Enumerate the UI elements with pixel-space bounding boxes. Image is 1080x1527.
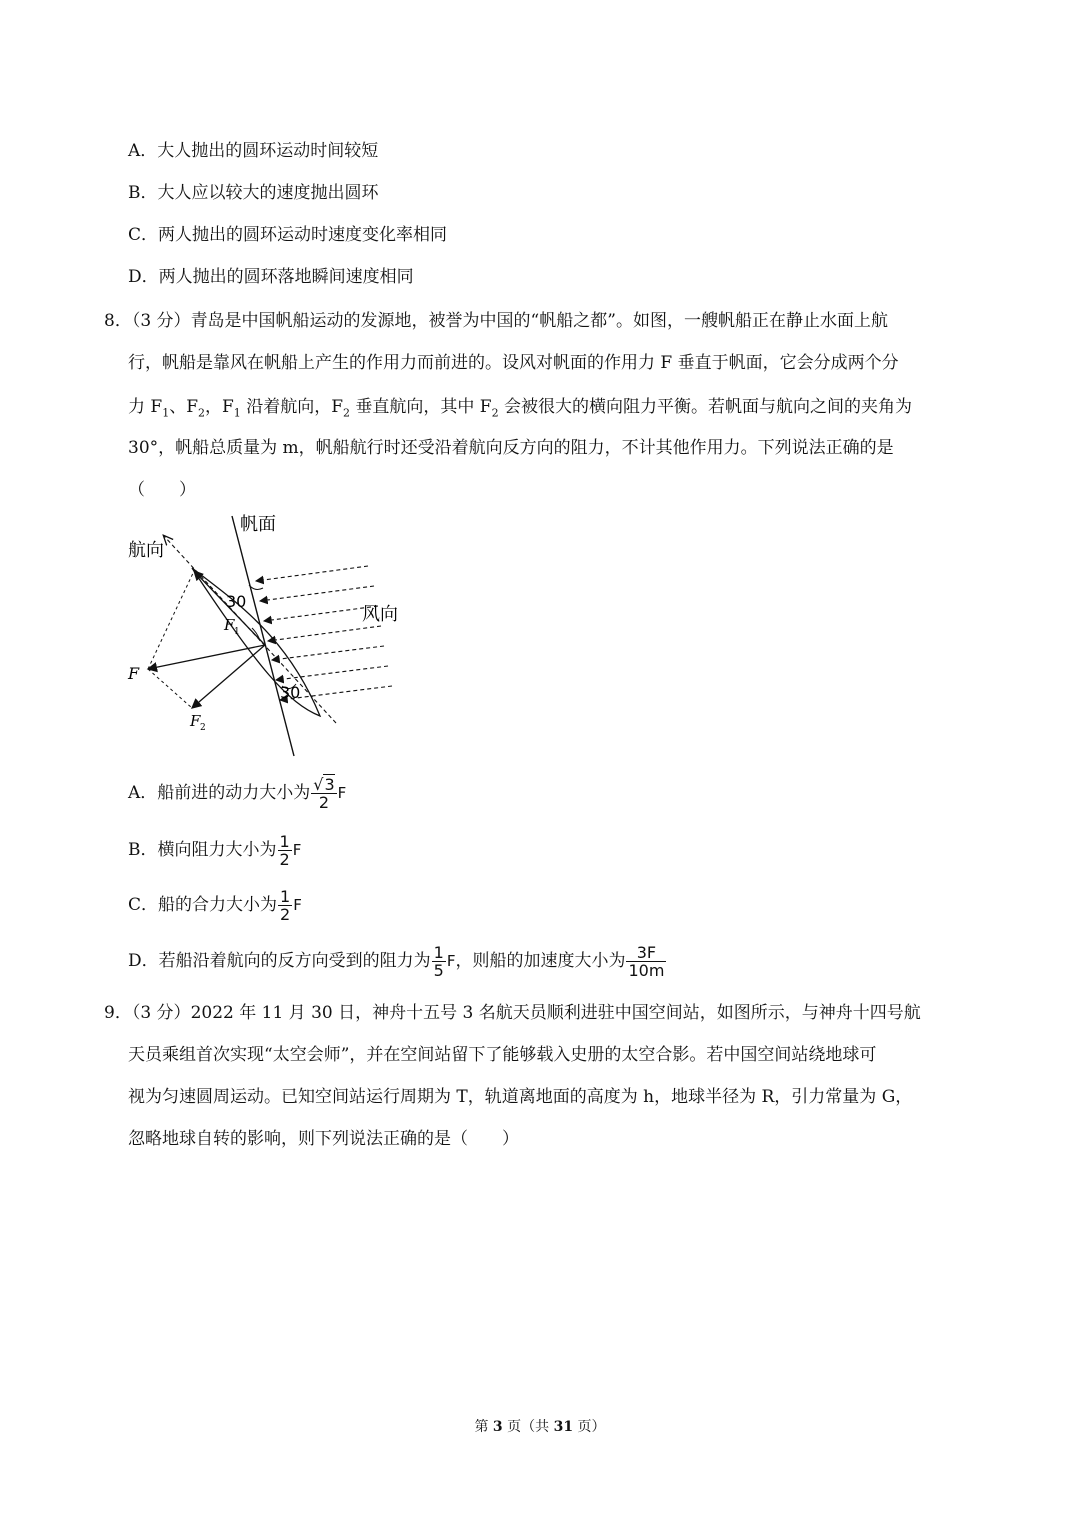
label-wind: 风向 — [362, 604, 398, 625]
wind-arrows — [256, 566, 392, 700]
q8-line-4: 30°，帆船总质量为 m，帆船航行时还受沿着航向反方向的阻力，不计其他作用力。下列说法正确的是 — [128, 438, 894, 458]
q8-line-3: 力 $F_1$、$F_2$，$F_1$ 沿着航向，$F_2$ 垂直航向，其中 $F_2$ 会被很大的横向阻力平衡。若帆面与航向之间的夹角为 — [128, 397, 913, 420]
label-F: F — [128, 664, 140, 683]
q9-line-3: 视为匀速圆周运动。已知空间站运行周期为 T，轨道离地面的高度为 h，地球半径为 R，引力常量为 G， — [128, 1087, 913, 1107]
sail-line — [232, 516, 294, 756]
force-F2 — [192, 645, 265, 708]
q8-option-c: C．船的合力大小为 $\frac{1}{2}$ F — [128, 887, 302, 924]
q8-line-5: （ ） — [128, 480, 196, 500]
force-F — [148, 645, 265, 669]
hull-outline — [192, 568, 320, 716]
page-total: 31 — [553, 1419, 574, 1435]
sailboat-force-diagram — [118, 508, 418, 763]
q7-option-b: B．大人应以较大的速度抛出圆环 — [128, 183, 379, 203]
q8-line-1 — [104, 310, 888, 332]
q9-line-2: 天员乘组首次实现“太空会师”，并在空间站留下了能够载入史册的太空合影。若中国空间站绕地球可 — [128, 1045, 877, 1065]
q7-option-d: D．两人抛出的圆环落地瞬间速度相同 — [128, 267, 414, 287]
q9-score: （3 分） — [131, 1003, 191, 1023]
q9-number: 9． — [104, 1003, 132, 1023]
label-F1: F — [224, 616, 235, 634]
svg-text:1: 1 — [234, 627, 240, 637]
q8-text-1: 青岛是中国帆船运动的发源地，被誉为中国的“帆船之都”。如图，一艘帆船正在静止水面上航 — [190, 311, 888, 331]
label-course: 航向 — [128, 540, 164, 561]
label-sail: 帆面 — [240, 514, 276, 535]
q8-option-d: D．若船沿着航向的反方向受到的阻力为 $\frac{1}{5}$ F，则船的加速度大小为 $\frac{3F}{10m}$ — [128, 943, 665, 980]
q8-line-2: 行，帆船是靠风在帆船上产生的作用力而前进的。设风对帆面的作用力 F 垂直于帆面，它会分成两个分 — [128, 353, 899, 373]
q7-option-c: C．两人抛出的圆环运动时速度变化率相同 — [128, 225, 448, 245]
q9-line-4: 忽略地球自转的影响，则下列说法正确的是（ ） — [128, 1129, 519, 1149]
label-angle-bottom: 30 — [280, 683, 301, 702]
q9-text-1: 2022 年 11 月 30 日，神舟十五号 3 名航天员顺利进驻中国空间站，如图所示，与神舟十四号航 — [190, 1003, 921, 1023]
label-angle-top: 30 — [226, 592, 247, 611]
page-footer: 第 3 页（共 31 页） — [474, 1419, 606, 1435]
q8-option-b: B．横向阻力大小为 $\frac{1}{2}$ F — [128, 832, 302, 869]
q8-score: （3 分） — [131, 311, 191, 331]
q8-number: 8． — [104, 311, 132, 331]
q7-option-a: A．大人抛出的圆环运动时间较短 — [128, 141, 379, 161]
q8-option-a: A．船前进的动力大小为 $\frac{√3}{2}$ F — [128, 775, 347, 812]
q9-line-1 — [104, 1002, 921, 1024]
svg-text:2: 2 — [200, 723, 206, 733]
page-number: 3 — [492, 1419, 503, 1435]
label-F2: F — [190, 712, 201, 730]
